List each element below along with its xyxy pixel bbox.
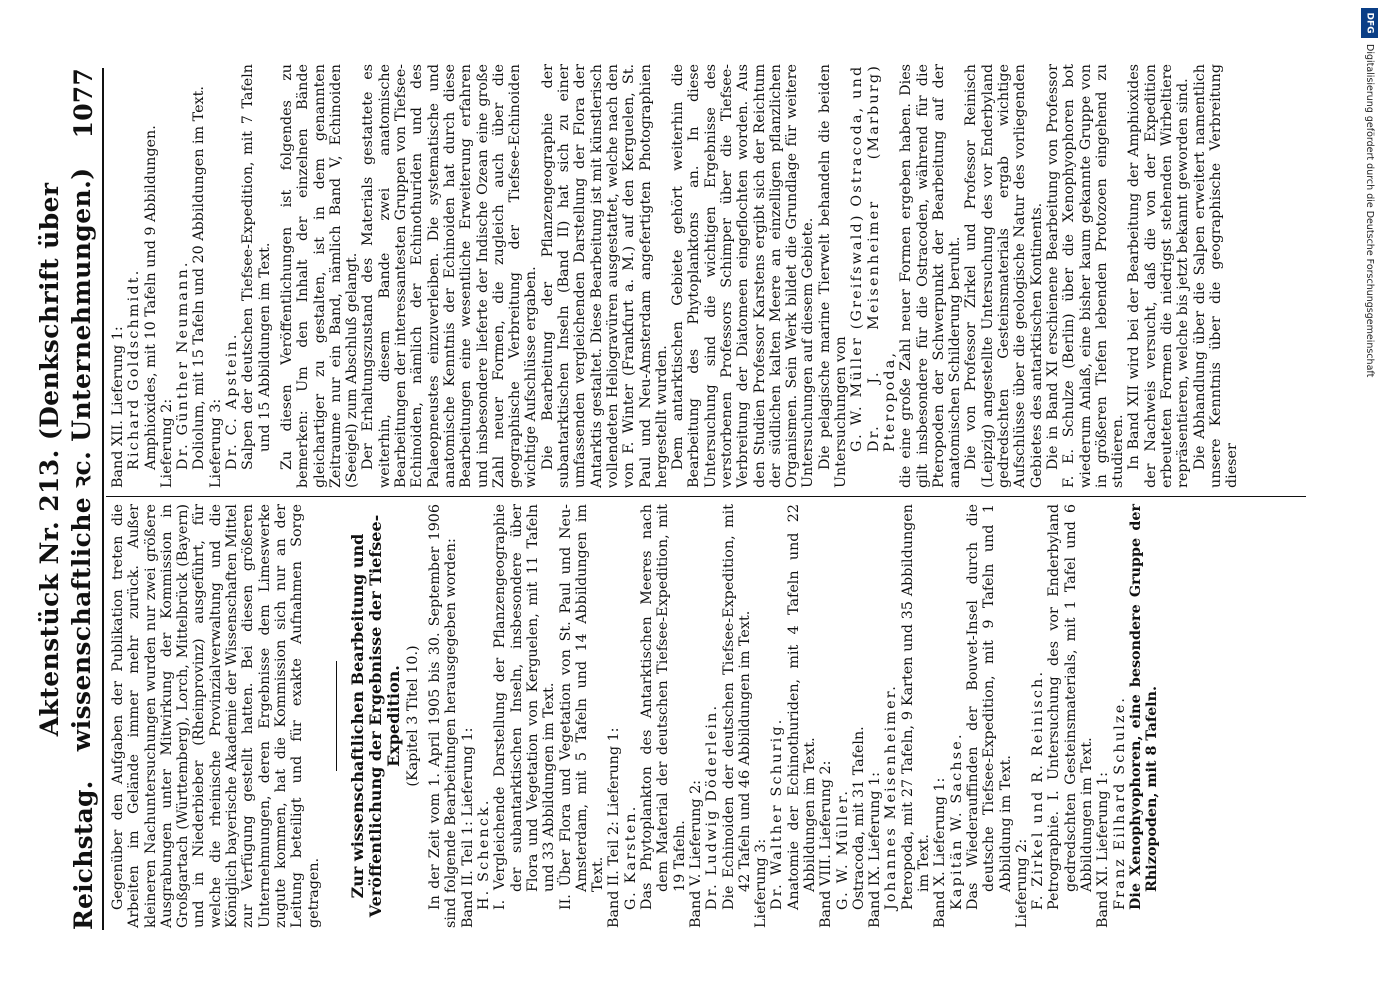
entry-title: Das Phytoplankton des Antarktischen Meeres nach dem Material der deutschen Tiefsee-Expedition, mit 19 Tafeln. [639,504,688,910]
intro-paragraph: Gegenüber den Aufgaben der Publikation treten die Arbeiten im Gelände immer mehr zurück. Außer kleineren Nachuntersuchungen wurden nur zwei größere Ausgrabungen unter Mitwirkung der Kommission in Großgartach (Württemberg), Lorch, Mittelbrück (Bayern) und in Niederbieber (Rheinprovinz) ausgeführt, für welche die rheinische Provinzialverwaltung und die Königlich bayerische Akademie der Wissenschaften Mittel zur Verfügung gestellt hatten. Bei diesen größeren Unternehmungen, deren Ergebnisse dem Limeswerke zugute kommen, hat die Kommission sich nur an der Leitung beteiligt und für exakte Aufnahmen Sorge getragen. [110,504,322,928]
entry-title: Pteropoda, mit 27 Tafeln, 9 Karten und 35 Abbildungen im Text. [899,504,933,910]
body-paragraph: Die in Band XI erschienene Bearbeitung von Professor F. E. Schulze (Berlin) über die Xenophyophoren bot wiederum Anlaß, eine bisher kaum gekannte Gruppe von in größeren Tiefen lebenden Protozoen eingehend zu studieren. [1044,64,1127,488]
entry-title: Petrographie. I. Untersuchung des vor Enderbyland gedredschten Gesteinsmaterials, mit 1 Tafel und 6 Abbildungen im Text. [1046,504,1096,910]
left-column [110,504,1161,928]
dfg-logo [1361,8,1378,38]
entry-author: F. Zirkel und R. Reinisch. [1030,669,1047,910]
body-paragraph: G. W. Müller (Greifswald) Ostracoda, und [849,64,866,452]
entry-title: II. Über Flora und Vegetation von St. Paul und Neu-Amsterdam, mit 5 Tafeln und 14 Abbildungen im Text. [557,504,607,910]
entry-author: Richard Goldschmidt. [126,268,143,470]
body-paragraph: Dem antarktischen Gebiete gehört weiterhin die Bearbeitung des Phytoplanktons an. In diese Untersuchung sind die wichtigen Ergebnisse des verstorbenen Professors Schimper über die Tiefsee-Verbreitung der Diatomeen eingeflochten worden. Aus den Studien Professor Karstens ergibt sich der Reichtum der südlichen kalten Meere an einzelligen pflanzlichen Organismen. Sein Werk bildet die Grundlage für weitere Untersuchungen auf diesem Gebiete. [670,64,817,488]
digitization-note-text: Digitalisierung gefördert durch die Deutsche Forschungsgemeinschaft [1364,44,1375,378]
entry-heading: Band II. Teil 1: Lieferung 1: [459,727,476,928]
body-paragraph: Dr. J. Meisenheimer (Marburg) Pteropoda, [865,64,898,452]
entry-author: Dr. Günther Neumann. [175,260,192,470]
entry-heading: Lieferung 2: [158,398,175,488]
column-separator [106,496,1306,497]
section-heading: Zur wissenschaftlichen Bearbeitung und Veröffentlichung der Ergebnisse der Tiefsee-Expedition. [347,514,403,918]
header-title: Aktenstück Nr. 213. (Denkschrift über wissenschaftliche ꝛc. Unternehmungen.) [35,167,96,752]
entry-author: Dr. Walther Schurig. [769,717,786,910]
page-number: 1077 [69,68,98,139]
entry-title: I. Vergleichende Darstellung der Pflanzengeographie der subantarktischen Inseln, insbesondere über Flora und Vegetation von Kerguelen, mit 11 Tafeln und 33 Abbildungen im Text. [492,504,558,910]
section-divider [336,661,337,771]
entry-author: G. Karsten. [622,804,639,910]
entry-heading: Band VIII. Lieferung 2: [818,760,835,928]
entry-author: Kapitän W. Sachse. [948,732,965,910]
entry-title: Salpen der deutschen Tiefsee-Expedition, mit 7 Tafeln und 15 Abbildungen im Text. [240,64,273,470]
entry-heading: Band X. Lieferung 1: [932,777,949,928]
body-paragraph: Die von Professor Zirkel und Professor Reinisch (Leipzig) angestellte Untersuchung des vor Enderbyland gedredschten Gesteinsmaterials ergab wichtige Aufschlüsse über die geologische Natur des vorliegenden Gebietes des antarktischen Kontinents. [963,64,1045,488]
body-paragraph: Zu diesen Veröffentlichungen ist folgendes zu bemerken: Um den Inhalt der einzelnen Bände gleichartiger zu gestalten, ist in dem genannten Zeitraume nur ein Band, nämlich Band V, Echinoiden (Seeigel) zum Abschluß gelangt. [278,64,361,488]
entry-title: Die Echinoiden der deutschen Tiefsee-Expedition, mit 42 Tafeln und 46 Abbildungen im Text. [720,504,753,910]
body-paragraph: Die pelagische marine Tierwelt behandeln die beiden Untersuchungen von [816,64,850,488]
body-paragraph: Der Erhaltungszustand des Materials gestattete es weiterhin, diesem Bande zwei anatomische Bearbeitungen der interessantesten Gruppen von Tiefsee-Echinoiden, nämlich der Echinothuriden und des Palaeopneustes einzuverleiben. Die systematische und anatomische Kenntnis der Echinoiden hat durch diese Bearbeitungen eine wesentliche Erweiterung erfahren und insbesondere lieferte der Indische Ozean eine große Zahl neuer Formen, die zugleich auch über die geographische Verbreitung der Tiefsee-Echinoiden wichtige Aufschlüsse ergaben. [360,64,540,488]
entry-heading: Band II. Teil 2: Lieferung 1: [606,727,623,928]
entry-heading: Band V. Lieferung 2: [687,780,704,928]
entry-author: G. W. Müller. [834,788,851,910]
body-paragraph: In Band XII wird bei der Bearbeitung der Amphioxides der Nachweis versucht, daß die von der Expedition erbeuteten Formen die niedrigst stehenden Wirbeltiere repräsentieren, welche bis jetzt bekannt geworden sind. [1126,64,1192,488]
entry-heading: Band XII. Lieferung 1: [110,326,126,488]
running-header [35,68,98,930]
dfg-logo-text: DFG [1364,12,1375,34]
section-intro: In der Zeit vom 1. April 1905 bis 30. September 1906 sind folgende Bearbeitungen herausgegeben worden: [427,504,460,928]
entry-author: Johannes Meisenheimer. [883,684,900,910]
entry-heading: Lieferung 3: [753,838,770,928]
entry-author: Franz Eilhard Schulze. [1111,695,1128,910]
header-left: Reichstag. [69,780,98,930]
body-paragraph: Die Bearbeitung der Pflanzengeographie der subantarktischen Inseln (Band II) hat sich zu einer umfassenden vergleichenden Darstellung der Flora der Antarktis gestaltet. Diese Bearbeitung ist mit künstlerisch vollendeten Heliogravüren ausgestattet, welche nach den von F. Winter (Frankfurt a. M.) auf den Kerguelen, St. Paul und Neu-Amsterdam angefertigten Photographien hergestellt wurden. [539,64,670,488]
entry-author: Dr. Ludwig Döderlein. [704,703,721,910]
entry-heading: Band IX. Lieferung 1: [867,772,884,928]
entry-title: Ostracoda, mit 31 Tafeln. [850,726,867,910]
entry-heading: Lieferung 3: [207,398,224,488]
entry-heading: Lieferung 2: [1013,838,1030,928]
body-paragraph: die eine große Zahl neuer Formen ergeben haben. Dies gilt insbesondere für die Ostracoden, während für die Pteropoden der Schwerpunkt der Bearbeitung auf der anatomischen Schilderung beruht. [898,64,964,488]
entry-author: H. Schenck. [476,798,493,910]
entry-title: Amphioxides, mit 10 Tafeln und 9 Abbildungen. [142,125,159,470]
right-column [110,64,1240,488]
entry-title: Doliolum, mit 15 Tafeln und 20 Abbildungen im Text. [191,86,208,470]
entry-title: Anatomie der Echinothuriden, mit 4 Tafeln und 22 Abbildungen im Text. [785,504,818,910]
entry-title: Die Xenophyophoren, eine besondere Gruppe der Rhizopoden, mit 8 Tafeln. [1127,504,1161,910]
section-subheading: (Kapitel 3 Titel 10.) [404,645,421,787]
entry-author: Dr. C. Apstein. [224,332,241,470]
entry-title: Das Wiederauffinden der Bouvet-Insel durch die deutsche Tiefsee-Expedition, mit 9 Tafeln und 1 Abbildung im Text. [964,504,1014,910]
body-paragraph: Die Abhandlung über die Salpen erweitert namentlich unsere Kenntnis über die geographische Verbreitung dieser [1191,64,1241,488]
header-rule [102,68,104,930]
entry-heading: Band XI. Lieferung 1: [1095,772,1112,928]
digitization-note [1361,44,1378,684]
